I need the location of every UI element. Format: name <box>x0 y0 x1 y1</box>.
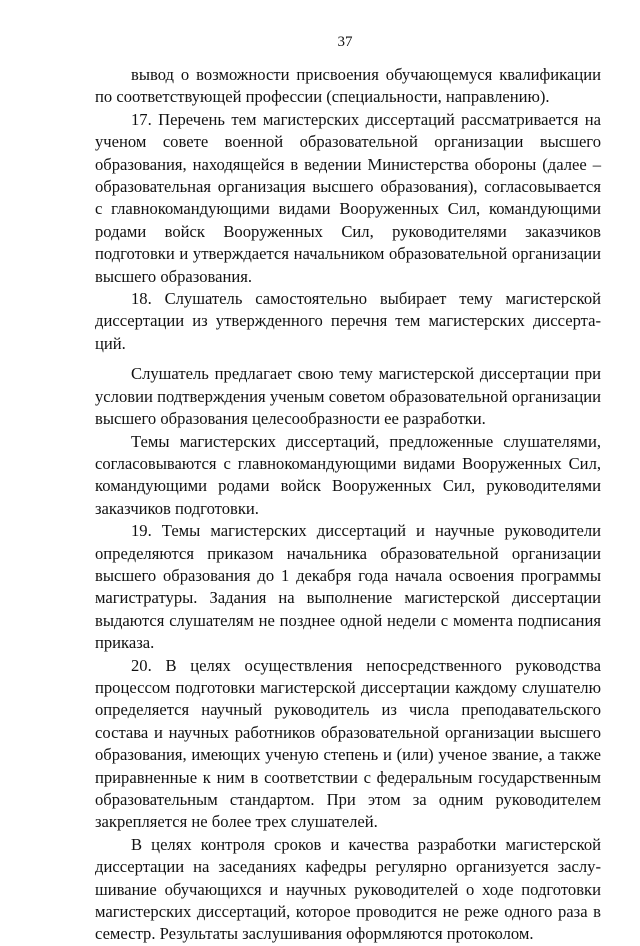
paragraph-item-20: 20. В целях осуществления непосредственного руководства процессом подготовки магистерской диссертации каждому слушателю определяется научный руководитель из числа преподавательского состава и научных работников образовательной организации высшего образования, имеющих ученую степень и (или) ученое звание, а также приравненные к ним в соответствии с федеральным государственным образовательным стандартом. При этом за одним руководителем закрепляется не более трех слушателей. <box>95 655 601 832</box>
paragraph-topic-proposal: Слушатель предлагает свою тему магистерской диссертации при условии подтверждения ученым советом образовательной организации высшего образования целесообразности ее разработки. <box>95 364 601 429</box>
paragraph-item-17: 17. Перечень тем магистерских диссертаций рассматривается на ученом совете военной образовательной организации высшего образования, находящейся в ведении Министерства обороны (далее – образовательная организация высшего образования), согласовывается с главнокомандующими видами Вооруженных Сил, командующими родами войск Вооруженных Сил, руководителями заказчиков подготовки и утверждается начальником образовательной организации высшего образования. <box>95 109 601 286</box>
paragraph-topic-approval: Темы магистерских диссертаций, предложенные слушателями, согласовываются с главнокомандующими видами Вооруженных Сил, командующими родами войск Вооруженных Сил, руководителями заказчиков подготовки. <box>95 431 601 518</box>
paragraph-progress-control: В целях контроля сроков и качества разработки магистерской диссертации на заседаниях кафедры регулярно организуется заслушивание обучающихся и научных руководителей о ходе подготовки магистерских диссертаций, которое проводится не реже одного раза в семестр. Результаты заслушивания оформляются протоколом. <box>95 834 601 944</box>
document-body <box>95 64 601 946</box>
page-number: 37 <box>337 34 353 50</box>
paragraph-item-19: 19. Темы магистерских диссертаций и научные руководители определяются приказом начальника образовательной организации высшего образования до 1 декабря года начала освоения программы магистратуры. Задания на выполнение магистерской диссертации выдаются слушателям не позднее одной недели с момента подписания приказа. <box>95 521 601 653</box>
paragraph-continuation: вывод о возможности присвоения обучающемуся квалификации по соответствующей профессии (специальности, направлению). <box>95 65 601 107</box>
paragraph-item-18: 18. Слушатель самостоятельно выбирает тему магистерской диссертации из утвержденного перечня тем магистерских диссертаций. <box>95 289 601 353</box>
